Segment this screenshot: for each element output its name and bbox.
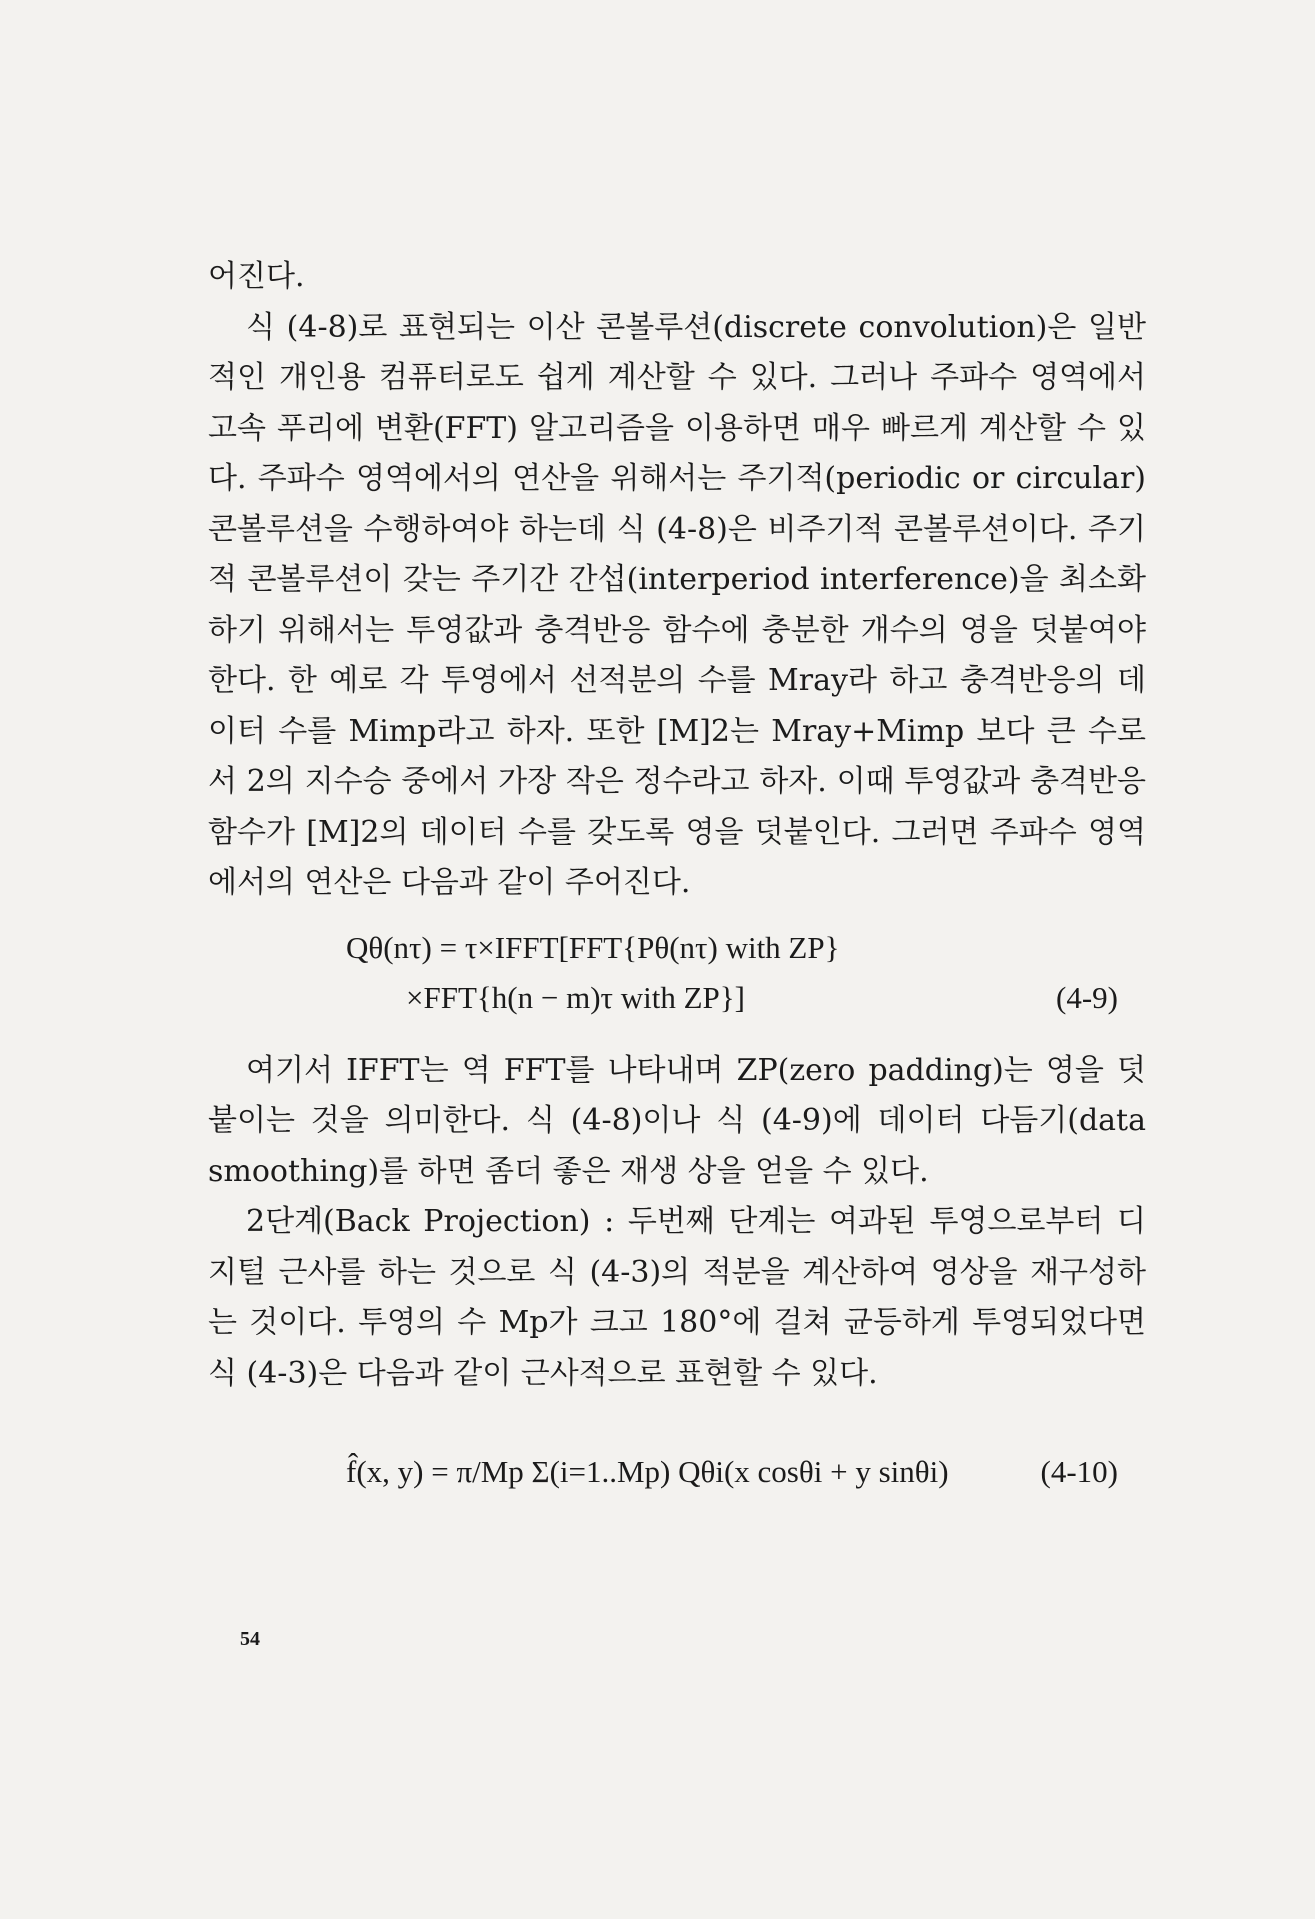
equation-4-9-line2 [208, 973, 1146, 1024]
equation-4-9-second: ×FFT{h(n − m)τ with ZP}] [406, 980, 745, 1015]
equation-4-9-line1 [208, 923, 1146, 974]
equation-number-4-9: (4-9) [1056, 980, 1118, 1015]
equation-4-9-first: Qθ(nτ) = τ×IFFT[FFT{Pθ(nτ) with ZP} [346, 929, 840, 965]
equation-4-10 [208, 1429, 1146, 1519]
equation-number-4-10: (4-10) [1040, 1454, 1118, 1489]
page-number: 54 [240, 1628, 260, 1650]
paragraph-back-projection: 2단계(Back Projection) : 두번째 단계는 여과된 투영으로부터 디지털 근사를 하는 것으로 식 (4-3)의 적분을 계산하여 영상을 재구성하는 것이다. 투영의 수 Mp가 크고 180°에 걸쳐 균등하게 투영되었다면 식 (4-3)은 다음과 같이 근사적으로 표현할 수 있다. [208, 1204, 1146, 1391]
text-body [208, 252, 1146, 1519]
paragraph-continuation: 어진다. [208, 259, 305, 294]
equation-4-10-body: f̂(x, y) = π/Mp Σ(i=1..Mp) Qθi(x cosθi + y sinθi) [346, 1454, 949, 1489]
paragraph-ifft: 여기서 IFFT는 역 FFT를 나타내며 ZP(zero padding)는 영을 덧붙이는 것을 의미한다. 식 (4-8)이나 식 (4-9)에 데이터 다듬기(data smoothing)를 하면 좀더 좋은 재생 상을 얻을 수 있다. [208, 1052, 1146, 1189]
paragraph-convolution: 식 (4-8)로 표현되는 이산 콘볼루션(discrete convolution)은 일반적인 개인용 컴퓨터로도 쉽게 계산할 수 있다. 그러나 주파수 영역에서 고속 푸리에 변환(FFT) 알고리즘을 이용하면 매우 빠르게 계산할 수 있다. 주파수 영역에서의 연산을 위해서는 주기적(periodic or circular) 콘볼루션을 수행하여야 하는데 식 (4-8)은 비주기적 콘볼루션이다. 주기적 콘볼루션이 갖는 주기간 간섭(interperiod interference)을 최소화하기 위해서는 투영값과 충격반응 함수에 충분한 개수의 영을 덧붙여야 한다. 한 예로 각 투영에서 선적분의 수를 Mray라 하고 충격반응의 데이터 수를 Mimp라고 하자. 또한 [M]2는 Mray+Mimp 보다 큰 수로서 2의 지수승 중에서 가장 작은 정수라고 하자. 이때 투영값과 충격반응 함수가 [M]2의 데이터 수를 갖도록 영을 덧붙인다. 그러면 주파수 영역에서의 연산은 다음과 같이 주어진다. [208, 309, 1146, 900]
